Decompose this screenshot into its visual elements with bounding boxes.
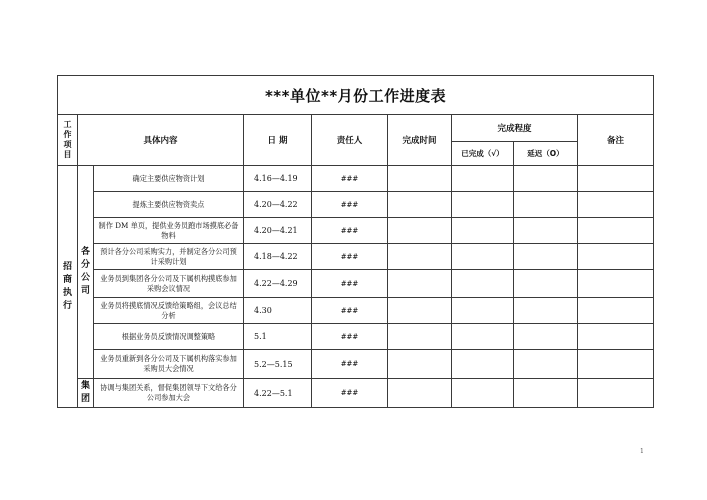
row-person: ### [312,244,388,270]
row-date: 4.20—4.21 [254,226,298,235]
row-remark [578,298,654,324]
table-row [58,350,654,379]
row-content: 根据业务员反馈情况调整策略 [94,324,244,350]
row-date: 4.18—4.22 [254,252,298,261]
row-remark [578,350,654,379]
row-date: 4.30 [254,306,272,315]
row-person: ### [312,350,388,379]
row-finish-time [388,379,452,408]
row-done [452,270,514,298]
header-date: 日 期 [244,115,312,166]
row-done [452,218,514,244]
row-remark [578,192,654,218]
row-delayed [514,350,578,379]
table-row [58,324,654,350]
row-finish-time [388,270,452,298]
row-delayed [514,192,578,218]
progress-table [57,75,654,408]
row-delayed [514,324,578,350]
row-content: 预计各分公司采购实力，并制定各分公司预计采购计划 [94,244,244,270]
row-finish-time [388,324,452,350]
row-date: 4.22—4.29 [254,279,298,288]
row-done [452,324,514,350]
group-branch: 各分公司 [78,166,94,379]
row-delayed [514,244,578,270]
row-date: 4.20—4.22 [254,200,298,209]
table-row [58,218,654,244]
header-progress: 完成程度 [452,115,578,142]
row-content: 协调与集团关系，督促集团领导下文给各分公司参加大会 [94,379,244,408]
header-finish-time: 完成时间 [388,115,452,166]
row-finish-time [388,166,452,192]
row-content: 制作 DM 单页，提供业务员跑市场摸底必备物料 [94,218,244,244]
row-remark [578,218,654,244]
row-done [452,350,514,379]
header-content: 具体内容 [78,115,244,166]
row-date: 4.16—4.19 [254,174,298,183]
progress-table-sheet [57,75,653,404]
row-remark [578,324,654,350]
header-work-item: 工作项目 [58,115,78,166]
header-row-1 [58,115,654,142]
row-done [452,192,514,218]
row-remark [578,244,654,270]
row-person: ### [312,270,388,298]
row-remark [578,379,654,408]
row-delayed [514,379,578,408]
row-finish-time [388,350,452,379]
table-row [58,166,654,192]
row-person: ### [312,379,388,408]
header-remark: 备注 [578,115,654,166]
header-delayed: 延迟（O） [514,142,578,166]
row-content: 业务员将摸底情况反馈给策略组，会议总结分析 [94,298,244,324]
row-delayed [514,218,578,244]
group-main: 招商执行 [58,166,78,408]
table-row [58,298,654,324]
row-content: 业务员重新到各分公司及下属机构落实参加采购员大会情况 [94,350,244,379]
row-finish-time [388,298,452,324]
row-done [452,244,514,270]
row-content: 确定主要供应物资计划 [94,166,244,192]
row-finish-time [388,218,452,244]
row-date: 5.1 [254,332,267,341]
table-row [58,192,654,218]
row-done [452,379,514,408]
row-finish-time [388,244,452,270]
row-content: 提炼主要供应物资卖点 [94,192,244,218]
row-date: 5.2—5.15 [254,359,293,369]
row-person: ### [312,324,388,350]
header-person: 责任人 [312,115,388,166]
row-content: 业务员到集团各分公司及下属机构摸底参加采购会议情况 [94,270,244,298]
row-done [452,166,514,192]
table-title: ***单位**月份工作进度表 [58,76,654,115]
row-finish-time [388,192,452,218]
group-group: 集团 [78,379,94,408]
header-done: 已完成（√） [452,142,514,166]
row-remark [578,166,654,192]
page-number: 1 [640,448,644,455]
row-remark [578,270,654,298]
row-person: ### [312,218,388,244]
row-date: 4.22—5.1 [254,388,293,398]
row-delayed [514,298,578,324]
row-person: ### [312,192,388,218]
row-delayed [514,166,578,192]
row-delayed [514,270,578,298]
title-row [58,76,654,115]
row-person: ### [312,166,388,192]
table-row [58,270,654,298]
table-row [58,379,654,408]
table-row [58,244,654,270]
row-person: ### [312,298,388,324]
row-done [452,298,514,324]
